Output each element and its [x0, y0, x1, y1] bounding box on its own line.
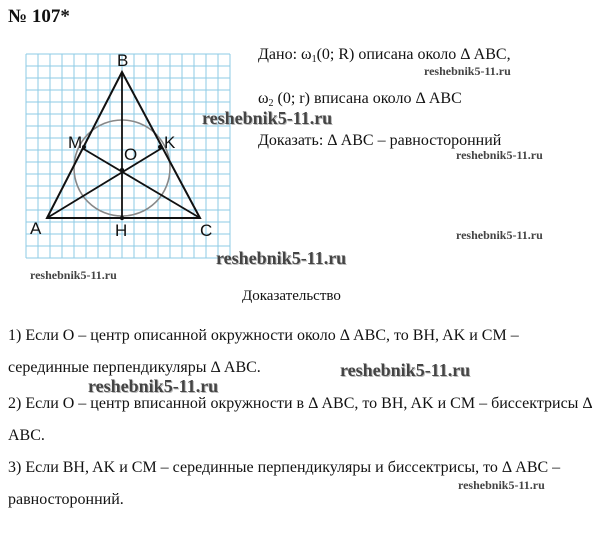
problem-number: № 107* — [8, 6, 70, 27]
watermark: reshebnik5-11.ru — [216, 248, 347, 268]
proof-step-1: 1) Если О – центр описанной окружности около Δ ABC, то BH, AK и CM – серединные перпендикуляры Δ ABC. — [8, 327, 519, 376]
label-o: O — [124, 145, 138, 164]
triangle-figure — [22, 50, 234, 262]
given-circumscribed: (0; R) описана около Δ ABC, — [316, 46, 511, 63]
watermark: reshebnik5-11.ru — [30, 268, 117, 282]
given-inscribed: (0; r) вписана около Δ ABC — [273, 90, 462, 107]
label-a: A — [30, 219, 42, 238]
label-b: B — [117, 51, 129, 70]
point-k — [158, 145, 162, 149]
label-m: M — [68, 133, 83, 152]
watermark: reshebnik5-11.ru — [456, 148, 543, 162]
watermark: reshebnik5-11.ru — [456, 228, 543, 242]
omega-1-subscript: 1 — [311, 54, 317, 65]
label-c: C — [200, 221, 213, 240]
given-line-2 — [258, 90, 462, 109]
prove-statement: Доказать: Δ ABC – равносторонний — [258, 132, 502, 149]
watermark: reshebnik5-11.ru — [88, 376, 219, 396]
watermark: reshebnik5-11.ru — [424, 64, 511, 78]
watermark: reshebnik5-11.ru — [340, 360, 471, 380]
point-o — [120, 168, 124, 172]
omega-1: ω — [301, 46, 312, 63]
omega-2-subscript: 2 — [268, 98, 274, 109]
proof-heading: Доказательство — [242, 288, 341, 304]
label-k: K — [164, 133, 176, 152]
point-h — [120, 216, 124, 220]
omega-2: ω — [258, 90, 269, 107]
label-h: H — [115, 221, 128, 240]
point-m — [82, 145, 86, 149]
watermark: reshebnik5-11.ru — [202, 108, 333, 128]
proof-step-3: 3) Если BH, AK и CM – серединные перпендикуляры и биссектрисы, то Δ ABC – равносторонний. — [8, 459, 561, 508]
watermark: reshebnik5-11.ru — [458, 478, 545, 492]
proof-step-2: 2) Если О – центр вписанной окружности в Δ ABC, то BH, AK и CM – биссектрисы Δ ABC. — [8, 395, 592, 444]
given-line-1 — [258, 46, 511, 65]
given-label: Дано: — [258, 46, 302, 63]
